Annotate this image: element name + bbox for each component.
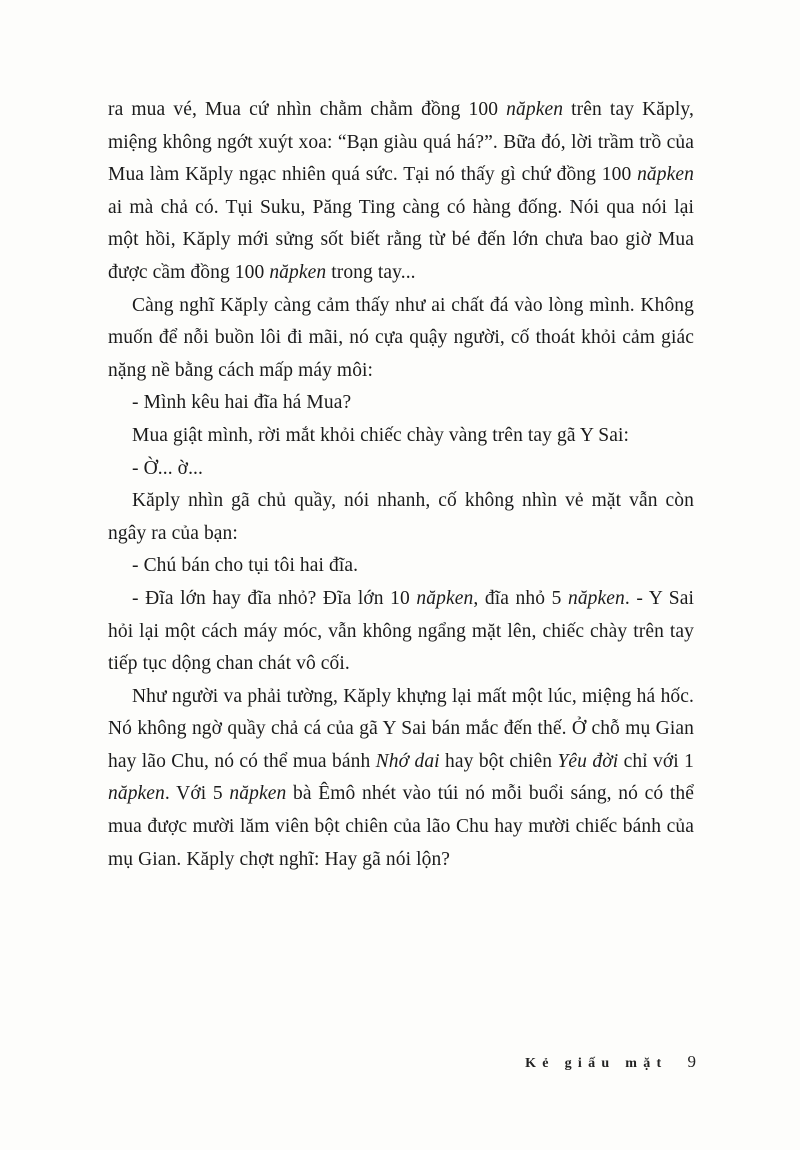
text-run: - Mình kêu hai đĩa há Mua? [132,392,352,414]
paragraph [108,420,694,453]
page-number: 9 [687,1052,696,1071]
italic-text-run: năpken [637,164,694,186]
paragraph [108,290,694,388]
italic-text-run: năpken [567,587,625,609]
text-run: - Ờ... ờ... [132,457,203,479]
text-run: . Với 5 [164,783,230,805]
paragraph [108,550,694,583]
italic-text-run: năpken [229,783,287,805]
paragraph [108,387,694,420]
text-run: . - Y Sai hỏi lại một cách máy móc, vẫn không ngẩng mặt lên, chiếc chày trên tay tiếp tục dộng chan chát vô cối. [108,587,695,675]
text-run: Như người va phải tường, Kăply khựng lại mất một lúc, miệng há hốc. Nó không ngờ quầy chả cá của gã Y Sai bán mắc đến thế. Ở chỗ mụ Gian hay lão Chu, nó có thể mua bánh [108,685,694,772]
text-run: Kăply nhìn gã chủ quầy, nói nhanh, cố không nhìn vẻ mặt vẫn còn ngây ra của bạn: [108,490,694,544]
text-run: - Đĩa lớn hay đĩa nhỏ? Đĩa lớn 10 [132,587,417,609]
text-run: trong tay... [326,261,416,283]
text-run: Mua giật mình, rời mắt khỏi chiếc chày vàng trên tay gã Y Sai: [132,424,630,446]
paragraph [108,94,694,290]
page-footer [525,1052,696,1072]
page-text [108,94,694,876]
text-run: Càng nghĩ Kăply càng cảm thấy như ai chất đá vào lòng mình. Không muốn để nỗi buồn lôi đi mãi, nó cựa quậy người, cố thoát khỏi cảm giác nặng nề bằng cách mấp máy môi: [108,294,694,381]
italic-text-run: năpken [506,99,564,120]
text-run: chỉ với 1 [618,750,695,772]
italic-text-run: năpken [269,261,327,283]
paragraph [108,583,694,681]
italic-text-run: Nhớ dai [375,750,440,772]
text-run: , đĩa nhỏ 5 [473,587,568,609]
italic-text-run: Yêu đời [557,750,619,772]
text-run: - Chú bán cho tụi tôi hai đĩa. [132,555,359,577]
text-run: hay bột chiên [439,750,558,772]
italic-text-run: năpken [416,587,474,609]
text-run: ra mua vé, Mua cứ nhìn chằm chằm đồng 100 [108,99,507,120]
text-run: trên tay Kăply, miệng không ngớt xuýt xoa: “Bạn giàu quá há?”. Bữa đó, lời trầm trồ của Mua làm Kăply ngạc nhiên quá sức. Tại nó thấy gì chứ đồng 100 [108,99,694,186]
paragraph [108,453,694,486]
text-run: ai mà chả có. Tụi Suku, Păng Ting càng có hàng đống. Nói qua nói lại một hồi, Kăply mới sửng sốt biết rằng từ bé đến lớn chưa bao giờ Mua được cầm đồng 100 [108,196,694,283]
paragraph [108,485,694,550]
italic-text-run: năpken [108,783,165,805]
text-run: bà Êmô nhét vào túi nó mỗi buổi sáng, nó có thể mua được mười lăm viên bột chiên của lão Chu hay mười chiếc bánh của mụ Gian. Kăply chợt nghĩ: Hay gã nói lộn? [108,783,694,870]
paragraph [108,681,694,877]
running-title: Kẻ giấu mặt [525,1056,668,1071]
